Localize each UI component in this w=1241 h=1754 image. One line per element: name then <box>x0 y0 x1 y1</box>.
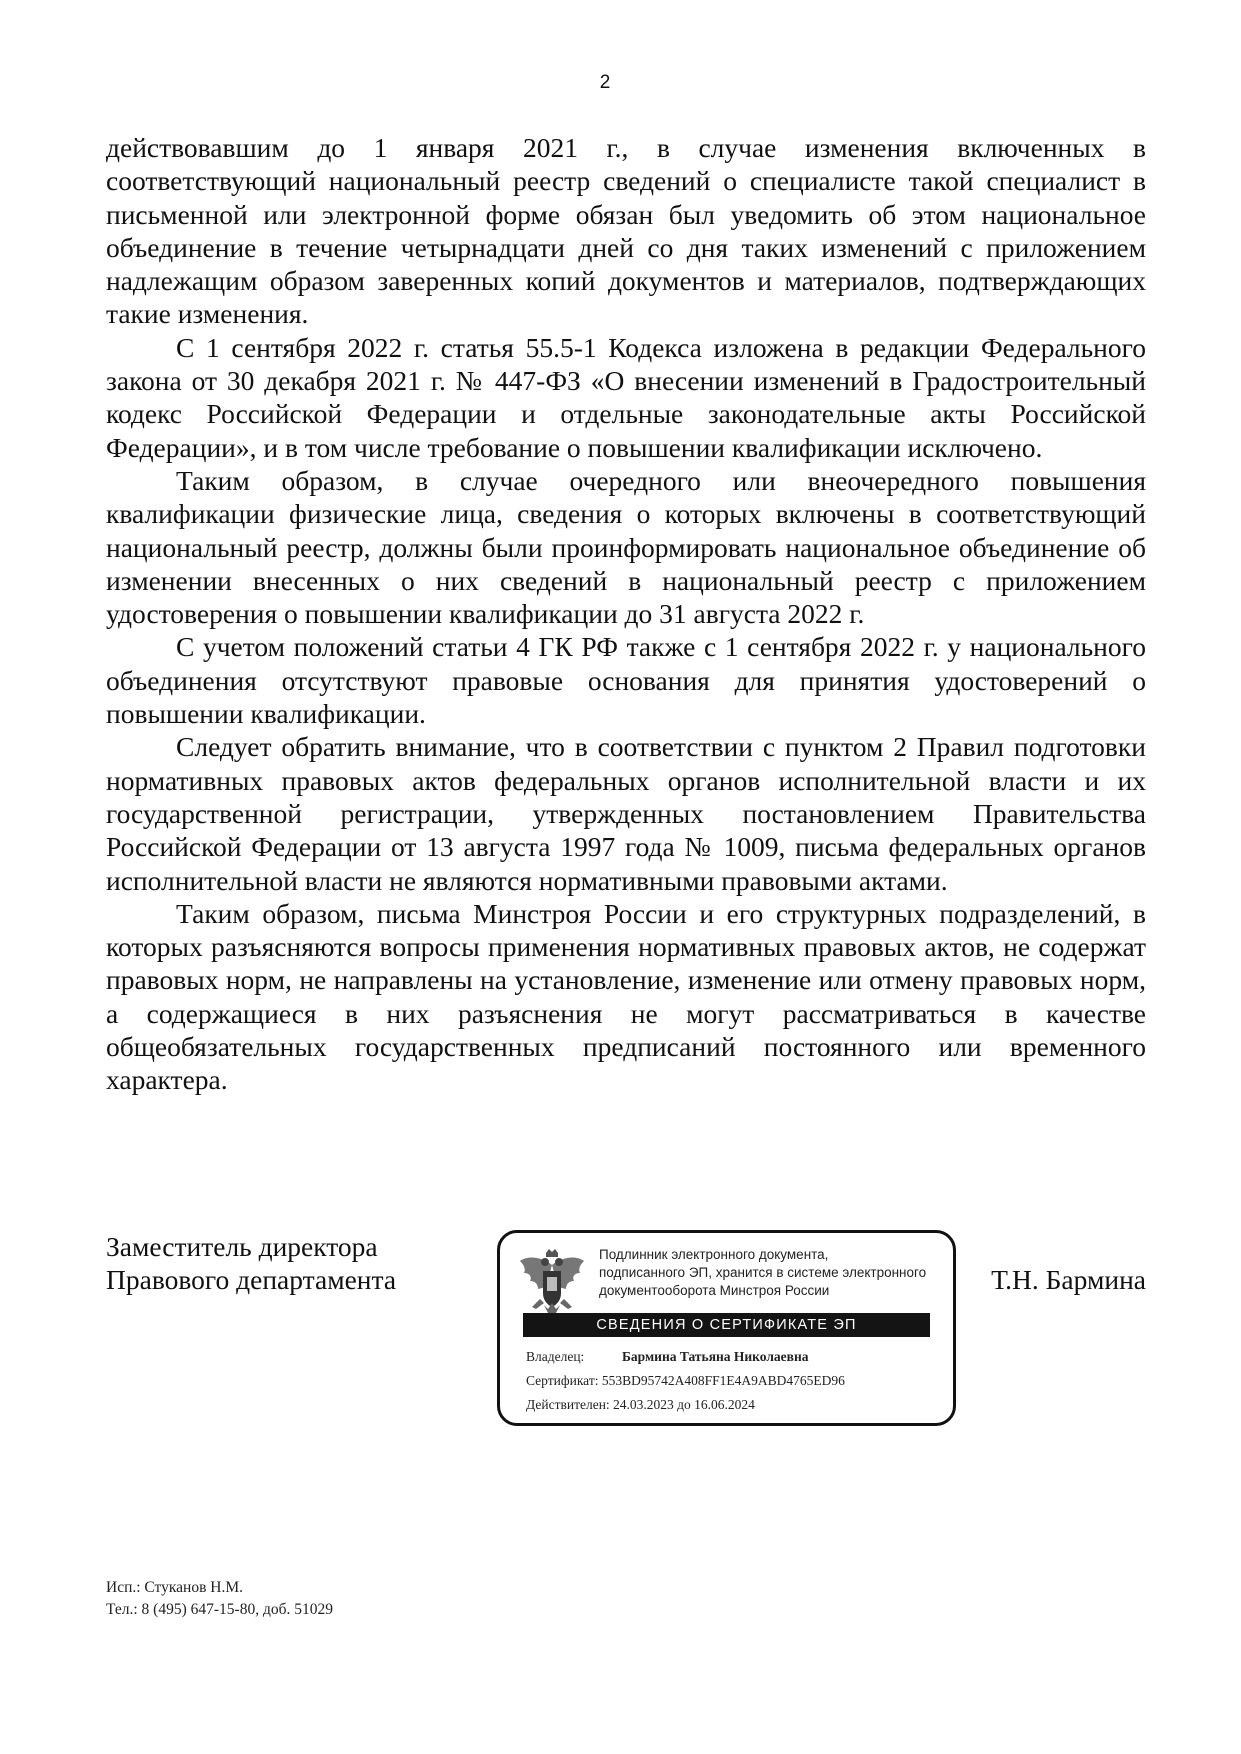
certificate-owner-label: Владелец: <box>526 1349 585 1364</box>
signatory-position <box>106 1230 396 1296</box>
stamp-header-line-3: документооборота Минстроя России <box>599 1283 830 1298</box>
stamp-header-line-2: подписанного ЭП, хранится в системе электронного <box>599 1265 927 1280</box>
stamp-header-line-1: Подлинник электронного документа, <box>599 1247 829 1262</box>
certificate-owner-row <box>526 1345 946 1369</box>
signatory-position-line-1: Заместитель директора <box>106 1231 378 1262</box>
signatory-position-line-2: Правового департамента <box>106 1264 397 1295</box>
stamp-header <box>599 1246 949 1300</box>
paragraph-1: действовавшим до 1 января 2021 г., в случае изменения включенных в соответствующий национальный реестр сведений о специалисте такой специалист в письменной или электронной форме обязан был уведомить об этом национальное объединение в течение четырнадцати дней со дня таких изменений с приложением надлежащим образом заверенных копий документов и материалов, подтверждающих такие изменения. <box>106 132 1146 330</box>
paragraph-6: Таким образом, письма Минстроя России и его структурных подразделений, в которых разъясняются вопросы применения нормативных правовых актов, не содержат правовых норм, не направлены на установление, изменение или отмену правовых норм, а содержащиеся в них разъяснения не могут рассматриваться в качестве общеобязательных государственных предписаний постоянного или временного характера. <box>106 897 1146 1096</box>
paragraph-5: Следует обратить внимание, что в соответствии с пунктом 2 Правил подготовки нормативных правовых актов федеральных органов исполнительной власти и их государственной регистрации, утвержденных постановлением Правительства Российской Федерации от 13 августа 1997 года № 1009, письма федеральных органов исполнительной власти не являются нормативными правовыми актами. <box>106 731 1146 896</box>
page-number: 2 <box>599 72 611 93</box>
electronic-signature-stamp <box>497 1230 956 1426</box>
executor-name: Исп.: Стуканов Н.М. <box>106 1579 244 1596</box>
certificate-details <box>526 1345 946 1417</box>
certificate-serial: Сертификат: 553BD95742A408FF1E4A9ABD4765ED96 <box>526 1373 845 1388</box>
executor-phone: Тел.: 8 (495) 647-15-80, доб. 51029 <box>106 1601 333 1618</box>
signatory-name: Т.Н. Бармина <box>991 1264 1146 1295</box>
paragraph-3: Таким образом, в случае очередного или внеочередного повышения квалификации физические лица, сведения о которых включены в соответствующий национальный реестр, должны были проинформировать национальное объединение об изменении внесенных о них сведений в национальный реестр с приложением удостоверения о повышении квалификации до 31 августа 2022 г. <box>106 464 1146 630</box>
paragraph-2: С 1 сентября 2022 г. статья 55.5-1 Кодекса изложена в редакции Федерального закона от 30 декабря 2021 г. № 447-ФЗ «О внесении изменений в Градостроительный кодекс Российской Федерации и отдельные законодательные акты Российской Федерации», и в том числе требование о повышении квалификации исключено. <box>106 331 1146 463</box>
paragraph-4: С учетом положений статьи 4 ГК РФ также с 1 сентября 2022 г. у национального объединения отсутствуют правовые основания для принятия удостоверений о повышении квалификации. <box>106 631 1146 730</box>
letter-body <box>106 131 1146 1097</box>
certificate-owner-value: Бармина Татьяна Николаевна <box>622 1349 809 1364</box>
executor-footer <box>106 1577 333 1621</box>
certificate-validity: Действителен: 24.03.2023 до 16.06.2024 <box>526 1397 755 1412</box>
certificate-info-bar: СВЕДЕНИЯ О СЕРТИФИКАТЕ ЭП <box>523 1313 930 1337</box>
